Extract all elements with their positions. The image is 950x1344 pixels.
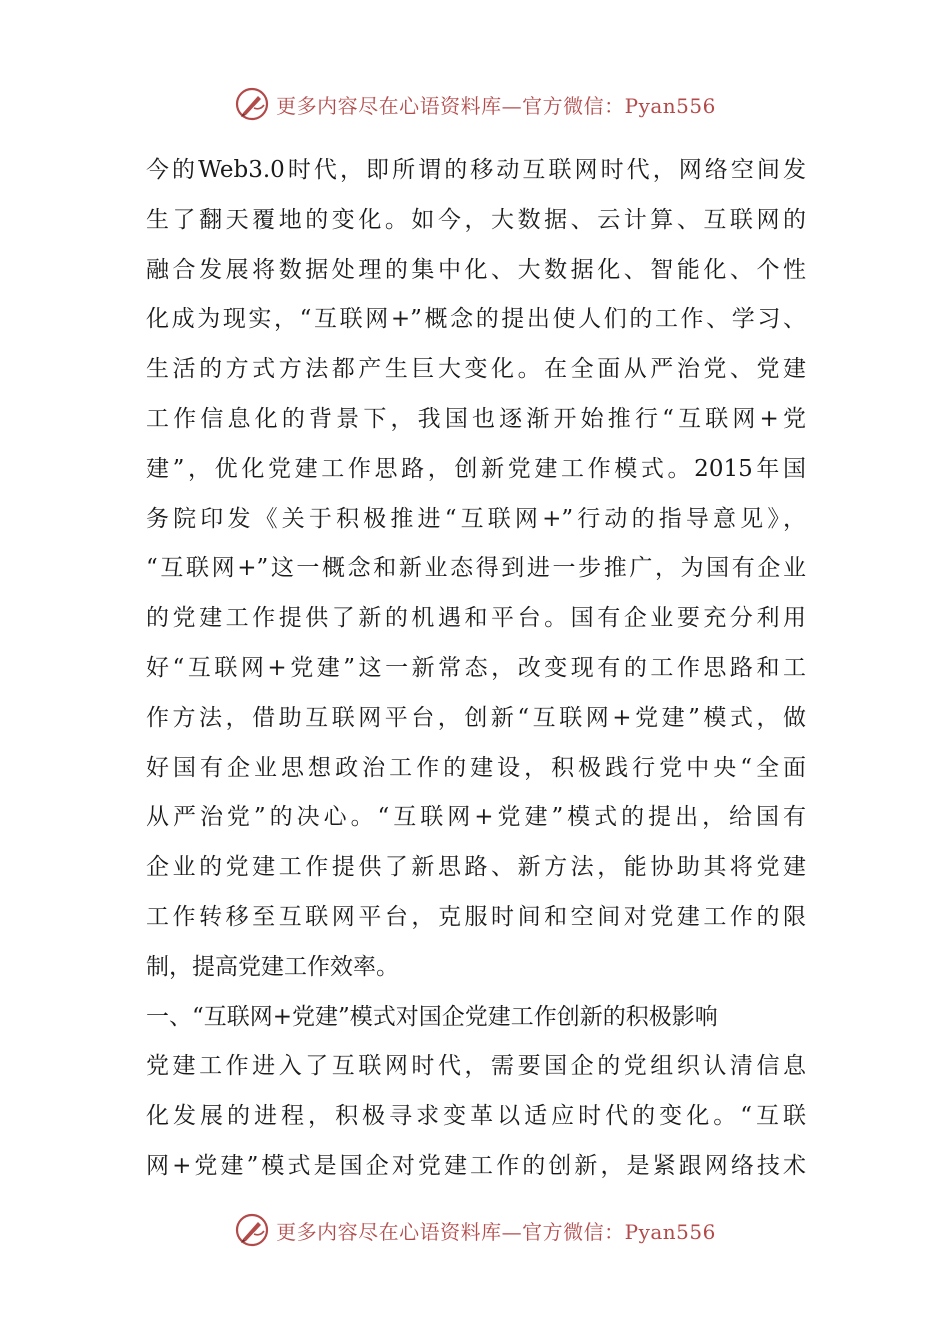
text-line: 从严治党”的决心。“互联网+党建”模式的提出，给国有 [146, 804, 806, 831]
footer-banner [0, 1208, 950, 1252]
text-line: 今的Web3.0时代，即所谓的移动互联网时代，网络空间发 [146, 157, 806, 183]
text-line: 生了翻天覆地的变化。如今，大数据、云计算、互联网的 [146, 206, 806, 233]
pen-circle-logo-icon [234, 1212, 270, 1248]
text-line: 工作信息化的背景下，我国也逐渐开始推行“互联网+党 [146, 405, 806, 432]
text-line: 务院印发《关于积极推进“互联网+”行动的指导意见》， [146, 505, 806, 532]
text-line: 作方法，借助互联网平台，创新“互联网+党建”模式，做 [146, 704, 806, 731]
banner-text: 更多内容尽在心语资料库—官方微信：Pyan556 [276, 93, 716, 118]
text-line: 化发展的进程，积极寻求变革以适应时代的变化。“互联 [146, 1103, 806, 1130]
text-line: 化成为现实，“互联网+”概念的提出使人们的工作、学习、 [146, 306, 806, 333]
banner-text: 更多内容尽在心语资料库—官方微信：Pyan556 [276, 1219, 716, 1244]
text-line: 好国有企业思想政治工作的建设，积极践行党中央“全面 [146, 754, 806, 781]
text-line: 企业的党建工作提供了新思路、新方法，能协助其将党建 [146, 854, 806, 881]
text-line: 的党建工作提供了新的机遇和平台。国有企业要充分利用 [146, 605, 806, 632]
text-line: 党建工作进入了互联网时代，需要国企的党组织认清信息 [146, 1053, 806, 1080]
text-line: 建”，优化党建工作思路，创新党建工作模式。2015年国 [146, 455, 806, 482]
document-body [146, 146, 806, 1192]
text-line: 工作转移至互联网平台，克服时间和空间对党建工作的限 [146, 903, 806, 930]
text-line: 制，提高党建工作效率。 [146, 953, 399, 980]
text-line: 好“互联网+党建”这一新常态，改变现有的工作思路和工 [146, 654, 806, 681]
pen-circle-logo-icon [234, 86, 270, 122]
header-banner [0, 82, 950, 126]
text-line: 网+党建”模式是国企对党建工作的创新，是紧跟网络技术 [146, 1152, 806, 1179]
text-line: “互联网+”这一概念和新业态得到进一步推广，为国有企业 [146, 555, 806, 582]
text-line: 一、“互联网+党建”模式对国企党建工作创新的积极影响 [146, 1003, 718, 1030]
text-line: 生活的方式方法都产生巨大变化。在全面从严治党、党建 [146, 356, 806, 383]
text-line: 融合发展将数据处理的集中化、大数据化、智能化、个性 [146, 256, 806, 283]
